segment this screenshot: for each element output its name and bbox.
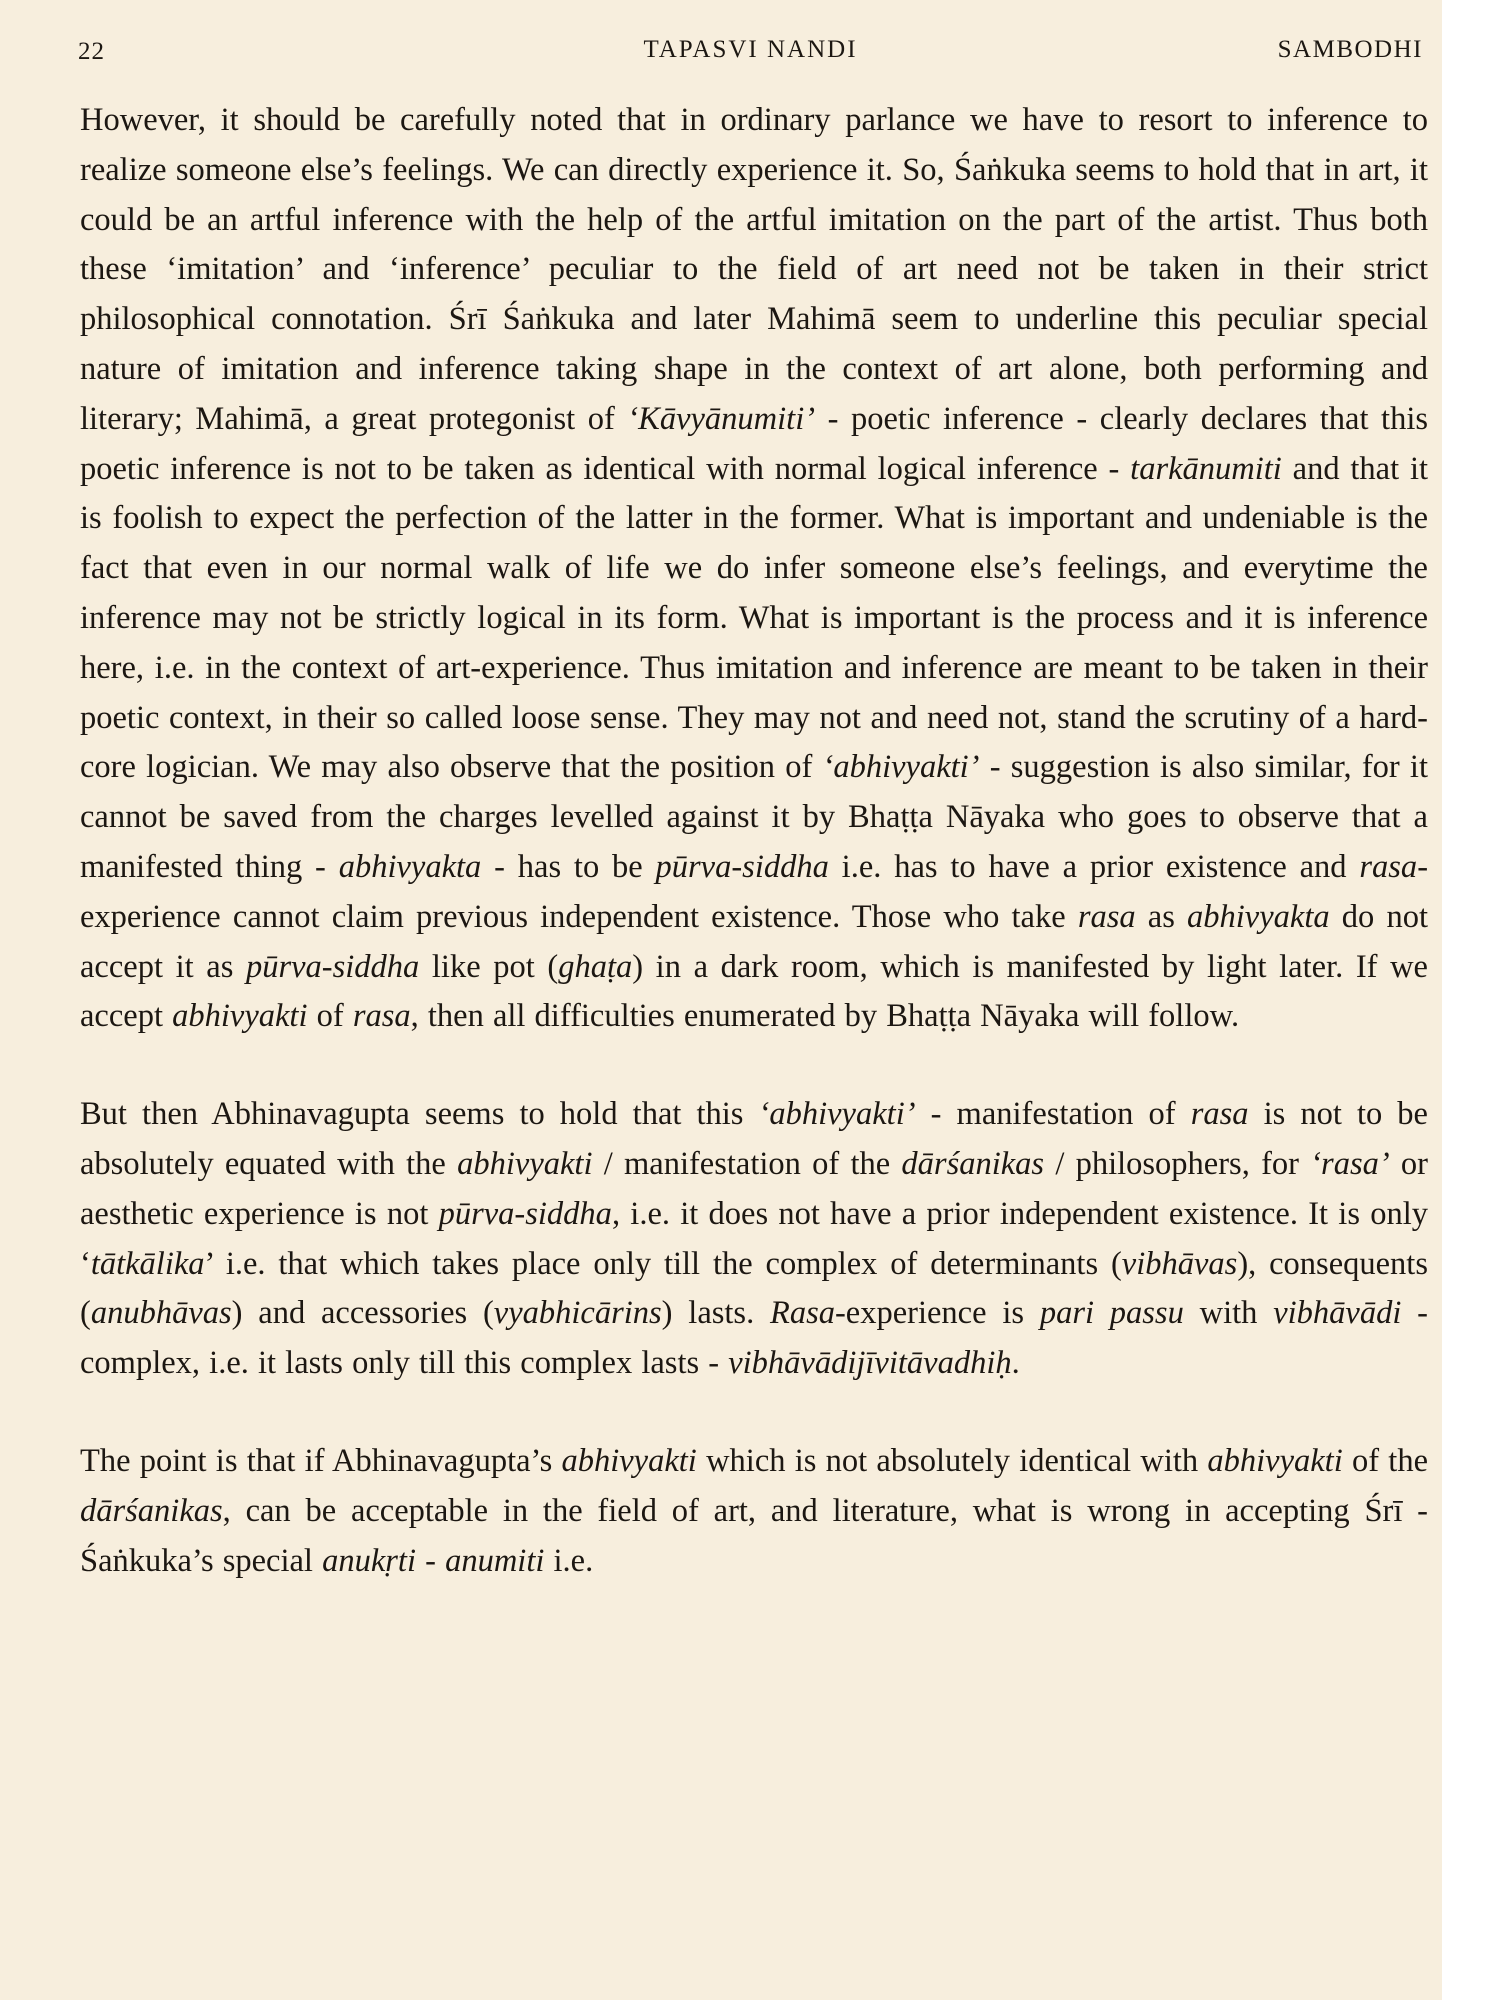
text-run: / philosophers, for [1044, 1145, 1311, 1182]
italic-term: pūrva-siddha [245, 948, 420, 985]
page-header [78, 36, 1423, 76]
text-run: -experience is [834, 1295, 1040, 1332]
italic-term: abhivyakti [172, 998, 308, 1035]
text-run: , i.e. it does not have a prior independent existence. It is only ‘ [80, 1195, 1428, 1282]
paragraph-2 [80, 1090, 1428, 1389]
text-run: or aesthetic experience is not [80, 1145, 1428, 1232]
paragraph-1 [80, 96, 1428, 1042]
text-run: The point is that if Abhinavagupta’s [80, 1442, 562, 1479]
text-run: - complex, i.e. it lasts only till this complex lasts - [80, 1295, 1428, 1382]
text-run: , then all difficulties enumerated by Bhaṭṭa Nāyaka will follow. [410, 998, 1240, 1035]
italic-term: ‘Kāvyānumiti’ [627, 400, 816, 437]
italic-term: ‘abhivyakti’ [822, 749, 980, 786]
text-run: do not accept it as [80, 898, 1428, 985]
italic-term: rasa [1077, 898, 1136, 935]
text-run: i.e. [544, 1542, 594, 1579]
italic-term: rasa [1359, 848, 1418, 885]
text-run: -experience cannot claim previous independent existence. Those who take [80, 848, 1429, 935]
italic-term: vibhāvas [1121, 1245, 1238, 1282]
text-run: which is not absolutely identical with [696, 1442, 1208, 1479]
italic-term: anumiti [445, 1542, 545, 1579]
text-run: ) lasts. [661, 1295, 770, 1332]
italic-term: pūrva-siddha [655, 848, 829, 885]
text-run: and that it is foolish to expect the perfection of the latter in the former. What is important and undeniable is the fact that even in our normal walk of life we do infer someone else’s feelings, and everytime the inference may not be strictly logical in its form. What is important is the process and it is inference here, i.e. in the context of art-experience. Thus imitation and inference are meant to be taken in their poetic context, in their so called loose sense. They may not and need not, stand the scrutiny of a hard-core logician. We may also observe that the position of [80, 450, 1429, 786]
text-run: However, it should be carefully noted that in ordinary parlance we have to resort to inference to realize someone else’s feelings. We can directly experience it. So, Śaṅkuka seems to hold that in art, it could be an artful inference with the help of the artful imitation on the part of the artist. Thus both these ‘imitation’ and ‘inference’ peculiar to the field of art need not be taken in their strict philosophical connotation. Śrī Śaṅkuka and later Mahimā seem to underline this peculiar special nature of imitation and inference taking shape in the context of art alone, both performing and literary; Mahimā, a great protegonist of [80, 102, 1428, 437]
italic-term: dārśanikas [80, 1492, 223, 1529]
italic-term: ‘rasa’ [1310, 1145, 1390, 1182]
italic-term: vibhāvādijīvitāvadhiḥ [728, 1345, 1012, 1382]
italic-term: vibhāvādi [1273, 1295, 1402, 1332]
text-run: . [1011, 1345, 1020, 1382]
italic-term: tātkālika [90, 1245, 205, 1282]
text-run: But then Abhinavagupta seems to hold that this [80, 1096, 759, 1133]
text-run: like pot ( [419, 948, 559, 985]
journal-name: SAMBODHI [1277, 36, 1423, 63]
text-run: i.e. has to have a prior existence and [828, 848, 1360, 885]
text-run: with [1183, 1295, 1274, 1332]
text-run: ) in a dark room, which is manifested by light later. If we accept [80, 948, 1428, 1035]
text-run: ), consequents ( [80, 1245, 1428, 1332]
italic-term: abhivyakti [561, 1442, 697, 1479]
italic-term: anubhāvas [90, 1295, 232, 1332]
italic-term: anukṛti [322, 1542, 416, 1579]
text-run: - manifestation of [915, 1096, 1191, 1133]
text-run: , can be acceptable in the field of art, and literature, what is wrong in accepting Śrī - Śaṅkuka’s special [80, 1492, 1428, 1579]
italic-term: ‘abhivyakti’ [758, 1096, 916, 1133]
italic-term: abhivyakta [338, 848, 482, 885]
text-run: - poetic inference - clearly declares that this poetic inference is not to be taken as identical with normal logical inference - [80, 400, 1428, 487]
text-run: is not to be absolutely equated with the [80, 1096, 1428, 1182]
text-run: ’ i.e. that which takes place only till the complex of determinants ( [204, 1245, 1122, 1282]
italic-term: Rasa [769, 1295, 835, 1332]
italic-term: ghaṭa [558, 948, 633, 985]
italic-term: pari passu [1039, 1295, 1184, 1332]
text-run: of the [1342, 1442, 1428, 1479]
italic-term: pūrva-siddha [438, 1195, 612, 1232]
scan-margin [1442, 0, 1500, 2000]
paragraph-3 [80, 1437, 1428, 1586]
text-run: of [307, 998, 353, 1035]
article-body [80, 96, 1428, 1586]
italic-term: vyabhicārins [493, 1295, 662, 1332]
text-run: - [415, 1542, 446, 1579]
text-run: - has to be [481, 848, 656, 885]
page-number: 22 [78, 38, 105, 65]
text-run: ) and accessories ( [231, 1295, 494, 1332]
italic-term: rasa [1190, 1096, 1249, 1133]
italic-term: abhivyakti [457, 1145, 593, 1182]
text-run: / manifestation of the [592, 1145, 902, 1182]
running-title: TAPASVI NANDI [643, 36, 858, 63]
italic-term: tarkānumiti [1130, 450, 1282, 487]
italic-term: abhivyakta [1187, 898, 1330, 935]
italic-term: abhivyakti [1207, 1442, 1343, 1479]
text-run: as [1135, 898, 1188, 935]
text-run: - suggestion is also similar, for it cannot be saved from the charges levelled against it by Bhaṭṭa Nāyaka who goes to observe that a manifested thing - [80, 749, 1428, 885]
italic-term: dārśanikas [901, 1145, 1045, 1182]
italic-term: rasa [352, 998, 411, 1035]
